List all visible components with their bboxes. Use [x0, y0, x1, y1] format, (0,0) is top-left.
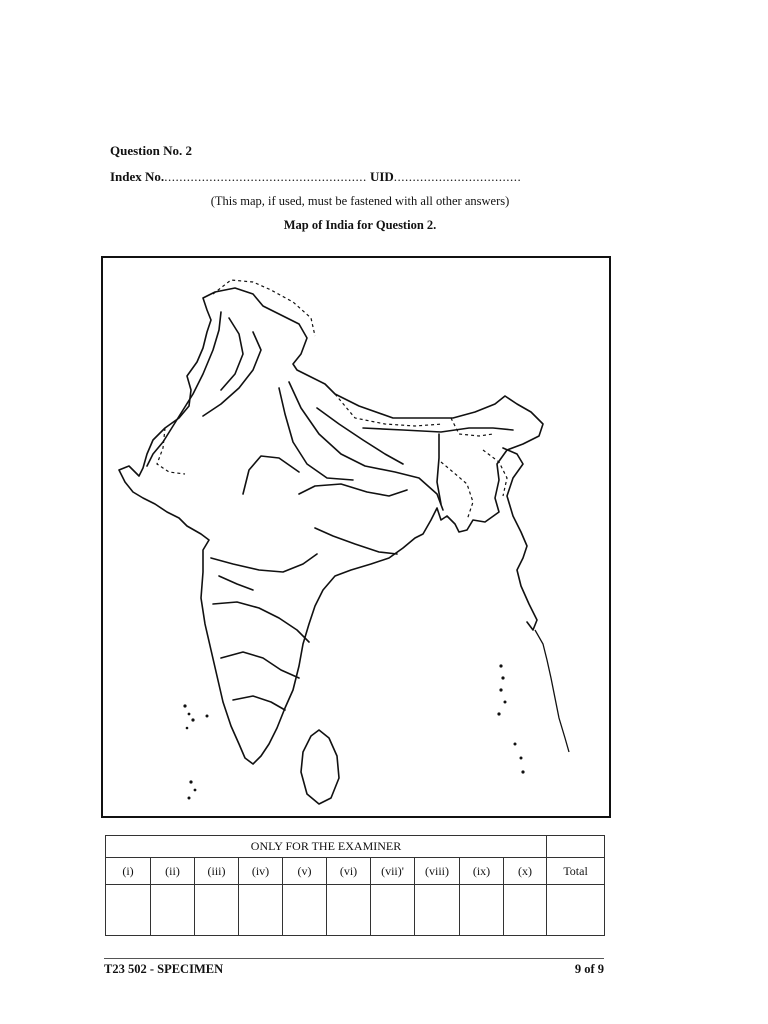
lakshadweep-island — [188, 713, 191, 716]
column-label: (ii) — [151, 858, 195, 885]
uid-label: UID — [369, 169, 394, 184]
paper-code: T23 502 - SPECIMEN — [104, 962, 224, 976]
mark-cell[interactable] — [239, 885, 283, 936]
examiner-heading: ONLY FOR THE EXAMINER — [106, 836, 547, 858]
total-mark-cell[interactable] — [547, 885, 605, 936]
lakshadweep-island — [191, 718, 194, 721]
andaman-island — [499, 664, 502, 667]
nepal-boundary — [335, 394, 443, 426]
column-label: (viii) — [415, 858, 460, 885]
mark-cell[interactable] — [504, 885, 547, 936]
river-jhelum — [221, 318, 243, 390]
river-godavari — [213, 602, 309, 642]
sri-lanka-outline — [301, 730, 339, 804]
column-label: (vi) — [327, 858, 371, 885]
lakshadweep-island — [186, 727, 189, 730]
map-instruction-note: (This map, if used, must be fastened with all other answers) — [210, 194, 510, 208]
mark-cell[interactable] — [195, 885, 239, 936]
footer-divider — [104, 958, 604, 959]
river-krishna — [221, 652, 299, 678]
northeast-outline — [503, 448, 537, 630]
river-mahanadi — [315, 528, 397, 554]
page-number: 9 of 9 — [574, 962, 604, 976]
andaman-island — [501, 676, 504, 679]
index-label: Index No. — [110, 169, 165, 184]
river-indus — [147, 312, 221, 466]
nicobar-island — [521, 770, 524, 773]
uid-blank[interactable]: .................................. — [393, 169, 522, 184]
maldives-island — [194, 789, 197, 792]
mark-cell[interactable] — [283, 885, 327, 936]
river-betwa-son — [299, 484, 407, 496]
column-label: (iii) — [195, 858, 239, 885]
column-label: (x) — [504, 858, 547, 885]
northern-boundary — [213, 280, 315, 336]
myanmar-coast-outline — [535, 630, 569, 752]
mark-cell[interactable] — [327, 885, 371, 936]
nicobar-island — [520, 757, 523, 760]
northeast-boundary — [483, 450, 507, 496]
mark-cell[interactable] — [371, 885, 415, 936]
column-label: (i) — [106, 858, 151, 885]
river-narmada — [211, 554, 317, 572]
mark-cell[interactable] — [151, 885, 195, 936]
river-chambal — [243, 456, 299, 494]
maldives-island — [188, 797, 191, 800]
question-number: Question No. 2 — [110, 143, 192, 158]
index-uid-line — [110, 169, 521, 185]
western-boundary — [157, 428, 185, 474]
andaman-island — [499, 688, 502, 691]
index-number-blank[interactable]: ...................................................... — [164, 169, 367, 184]
examiner-marks-table — [105, 835, 605, 936]
river-tapi — [219, 576, 253, 590]
river-kaveri — [233, 696, 285, 710]
total-column-label: Total — [547, 858, 605, 885]
river-ganga — [289, 382, 443, 510]
india-outline-map[interactable] — [101, 256, 611, 818]
column-label: (iv) — [239, 858, 283, 885]
andaman-island — [497, 712, 500, 715]
andaman-island — [504, 701, 507, 704]
lakshadweep-island — [183, 704, 186, 707]
river-sutlej — [203, 332, 261, 416]
bangladesh-boundary — [441, 462, 473, 520]
river-brahmaputra — [363, 428, 513, 432]
lakshadweep-island — [206, 715, 209, 718]
mark-cell[interactable] — [106, 885, 151, 936]
nicobar-island — [514, 743, 517, 746]
bhutan-boundary — [451, 418, 493, 436]
india-map-drawing — [103, 258, 609, 816]
column-label: (vii)' — [371, 858, 415, 885]
india-coastline — [119, 288, 543, 764]
column-label: (v) — [283, 858, 327, 885]
examiner-heading-spacer — [547, 836, 605, 858]
mark-cell[interactable] — [415, 885, 460, 936]
map-title: Map of India for Question 2. — [283, 218, 437, 232]
column-label: (ix) — [460, 858, 504, 885]
mark-cell[interactable] — [460, 885, 504, 936]
maldives-island — [189, 780, 192, 783]
